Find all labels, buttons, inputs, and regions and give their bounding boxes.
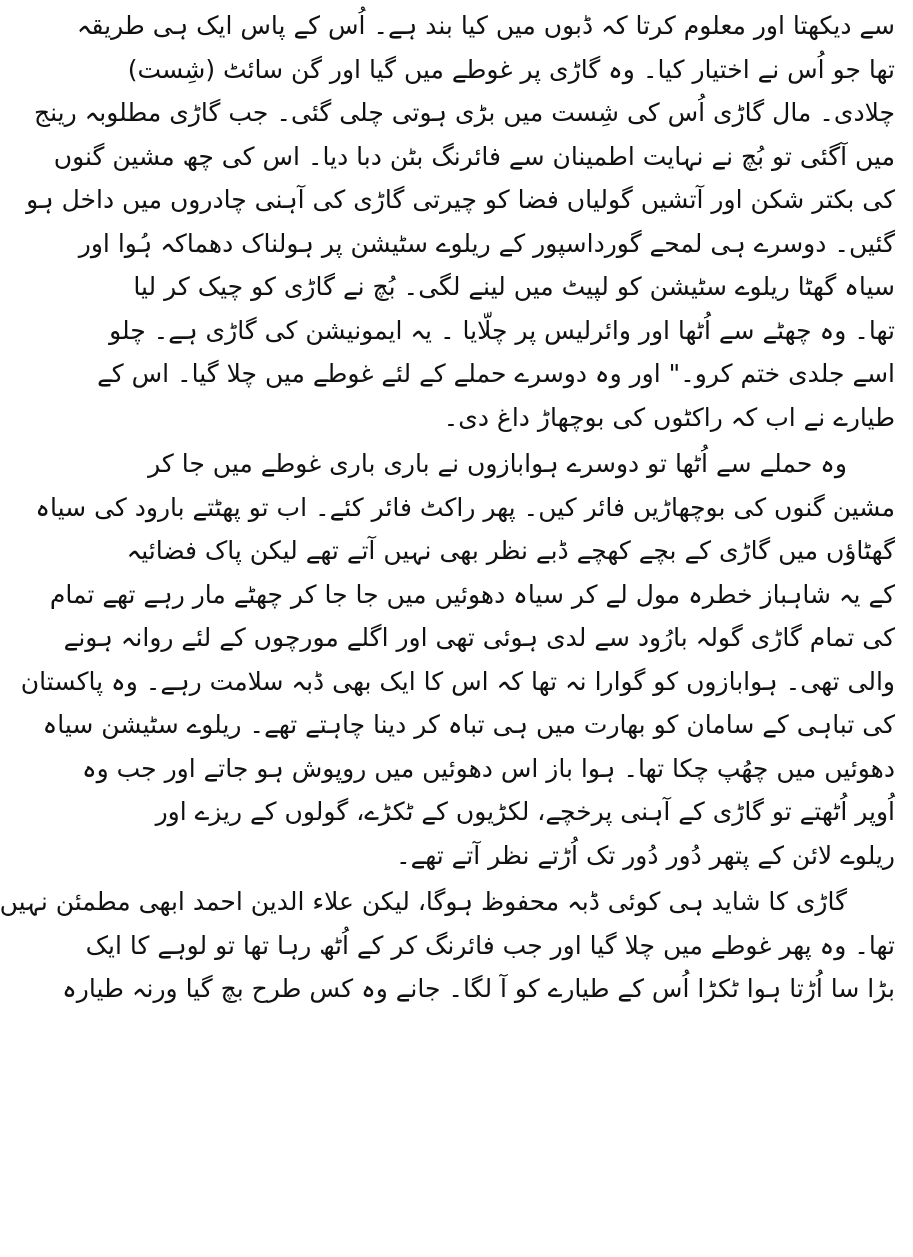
text-line: اُوپر اُٹھتے تو گاڑی کے آہنی پرخچے، لکڑیوں کے ٹکڑے، گولوں کے ریزے اور: [155, 797, 895, 826]
text-line: گھٹاؤں میں گاڑی کے بچے کھچے ڈبے نظر بھی نہیں آتے تھے لیکن پاک فضائیہ: [126, 536, 895, 565]
text-line: کی بکتر شکن اور آتشیں گولیاں فضا کو چیرتی گاڑی کی آہنی چادروں میں داخل ہو: [26, 185, 895, 214]
text-line: چلادی۔ مال گاڑی اُس کی شِست میں بڑی ہوتی چلی گئی۔ جب گاڑی مطلوبہ رینج: [33, 98, 895, 127]
text-line: والی تھی۔ ہوابازوں کو گوارا نہ تھا کہ اس کا ایک بھی ڈبہ سلامت رہے۔ وہ پاکستان: [20, 666, 895, 696]
text-line: گئیں۔ دوسرے ہی لمحے گورداسپور کے ریلوے سٹیشن پر ہولناک دھماکہ ہُوا اور: [78, 228, 895, 258]
text-line: کے یہ شاہباز خطرہ مول لے کر سیاہ دھوئیں میں جا جا کر چھٹے مار رہے تھے تمام: [49, 579, 895, 609]
text-line: کی تمام گاڑی گولہ بارُود سے لدی ہوئی تھی اور اگلے مورچوں کے لئے روانہ ہونے: [63, 623, 895, 652]
text-line: کی تباہی کے سامان کو بھارت میں ہی تباہ کر دینا چاہتے تھے۔ ریلوے سٹیشن سیاہ: [42, 710, 895, 739]
text-line: تھا جو اُس نے اختیار کیا۔ وہ گاڑی پر غوطے میں گیا اور گن سائٹ (شِست): [127, 54, 895, 84]
book-page: [0, 4, 895, 1254]
text-line: تھا۔ وہ چھٹے سے اُٹھا اور وائرلیس پر چلّایا ۔ یہ ایمونیشن کی گاڑی ہے۔ چلو: [109, 315, 895, 345]
text-line: میں آگئی تو بُچ نے نہایت اطمینان سے فائرنگ بٹن دبا دیا۔ اس کی چھ مشین گنوں: [53, 141, 895, 171]
text-line: مشین گنوں کی بوچھاڑیں فائر کیں۔ پھر راکٹ فائر کئے۔ اب تو پھٹتے بارود کی سیاہ: [35, 492, 895, 522]
text-line: اسے جلدی ختم کرو۔" اور وہ دوسرے حملے کے لئے غوطے میں چلا گیا۔ اس کے: [97, 359, 895, 388]
text-line: بڑا سا اُڑتا ہوا ٹکڑا اُس کے طیارے کو آ لگا۔ جانے وہ کس طرح بچ گیا ورنہ طیارہ: [62, 974, 895, 1003]
text-line: طیارے نے اب کہ راکٹوں کی بوچھاڑ داغ دی۔: [443, 402, 895, 432]
paragraph-3: [0, 880, 895, 1011]
text-line: گاڑی کا شاید ہی کوئی ڈبہ محفوظ ہوگا، لیکن علاء الدین احمد ابھی مطمئن نہیں: [0, 887, 847, 916]
text-line: سیاہ گھٹا ریلوے سٹیشن کو لپیٹ میں لینے لگی۔ بُچ نے گاڑی کو چیک کر لیا: [133, 272, 895, 301]
text-line: دھوئیں میں چھُپ چکا تھا۔ ہوا باز اس دھوئیں میں روپوش ہو جاتے اور جب وہ: [81, 753, 895, 783]
text-line: تھا۔ وہ پھر غوطے میں چلا گیا اور جب فائرنگ کر کے اُٹھ رہا تھا تو لوہے کا ایک: [85, 930, 895, 960]
text-line: سے دیکھتا اور معلوم کرتا کہ ڈبوں میں کیا بند ہے۔ اُس کے پاس ایک ہی طریقہ: [76, 11, 895, 40]
text-line: ریلوے لائن کے پتھر دُور دُور تک اُڑتے نظر آتے تھے۔: [395, 840, 895, 870]
paragraph-1: [26, 4, 895, 439]
paragraph-2: [20, 442, 895, 877]
text-line: وہ حملے سے اُٹھا تو دوسرے ہوابازوں نے باری باری غوطے میں جا کر: [148, 449, 847, 478]
